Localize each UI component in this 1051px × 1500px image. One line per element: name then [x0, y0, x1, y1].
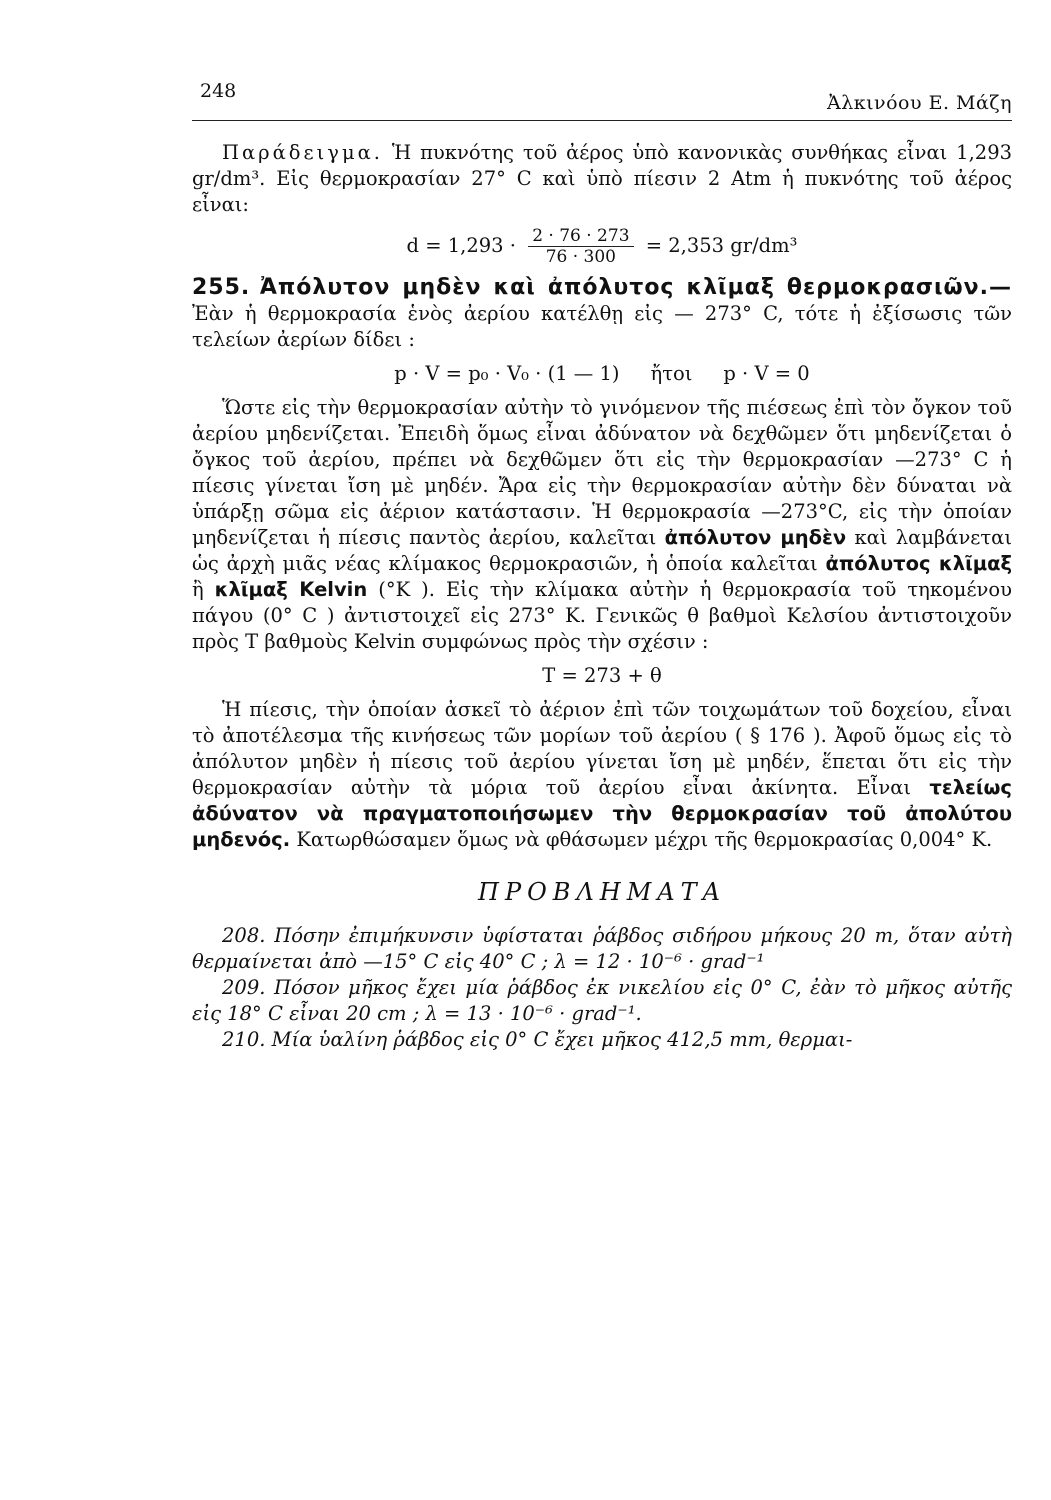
absolute-zero-paragraph [192, 395, 1012, 655]
emphasis-impossible: τελείως ἀδύνατον νὰ πραγματοποιήσωμεν τὴν θερμοκρασίαν τοῦ ἀπολύτου μηδενός. [192, 776, 1012, 851]
text-run: Ἡ πίεσις, τὴν ὁποίαν ἀσκεῖ τὸ ἀέριον ἐπὶ τῶν τοιχωμάτων τοῦ δοχείου, εἶναι τὸ ἀποτέλεσμα τῆς κινήσεως τῶν μορίων τοῦ ἀερίου ( § 176 ). Ἀφοῦ ὅμως εἰς τὸ ἀπόλυτον μηδὲν ἡ πίεσις τοῦ ἀερίου γίνεται ἴση μὲ μηδέν, ἕπεται ὅτι εἰς τὴν θερμοκρασίαν αὐτὴν τὰ μόρια τοῦ ἀερίου εἶναι ἀκίνητα. Εἶναι [192, 698, 1012, 799]
fraction-denominator: 76 · 300 [545, 247, 616, 267]
section-intro: Ἐὰν ἡ θερμοκρασία ἑνὸς ἀερίου κατέλθῃ εἰς — 273° C, τότε ἡ ἐξίσωσις τῶν τελείων ἀερίων δίδει : [192, 302, 1012, 351]
formula-lhs: d = 1,293 · [406, 234, 516, 257]
term-absolute-zero: ἀπόλυτον μηδὲν [664, 526, 847, 549]
formula-fraction [528, 226, 633, 267]
problem-text: Μία ὑαλίνη ῥάβδος εἰς 0° C ἔχει μῆκος 412,5 mm, θερμαι- [271, 1028, 853, 1051]
text-run: ἢ [192, 578, 204, 601]
example-paragraph [192, 140, 1012, 218]
problem-209 [192, 975, 1012, 1027]
formula-rhs: = 2,353 gr/dm³ [645, 234, 798, 257]
problem-number: 209. [222, 976, 266, 999]
problem-210 [192, 1027, 1012, 1053]
equation-separator: ἤτοι [650, 362, 693, 385]
problem-number: 208. [222, 924, 266, 947]
term-absolute-scale: ἀπόλυτος κλῖμαξ [825, 552, 1012, 575]
problem-text: Πόσην ἐπιμήκυνσιν ὑφίσταται ῥάβδος σιδήρου μήκους 20 m, ὅταν αὐτὴ θερμαίνεται ἀπὸ —15° C εἰς 40° C ; λ = 12 · 10⁻⁶ · grad⁻¹ [192, 924, 1012, 973]
page-number: 248 [200, 80, 237, 102]
problem-208 [192, 923, 1012, 975]
running-head: Ἀλκινόου Ε. Μάζη [826, 92, 1012, 114]
section-title: Ἀπόλυτον μηδὲν καὶ ἀπόλυτος κλῖμαξ θερμοκρασιῶν.— [259, 275, 1012, 300]
problems-heading: ΠΡΟΒΛΗΜΑΤΑ [478, 878, 726, 906]
problem-number: 210. [222, 1028, 266, 1051]
problem-text: Πόσον μῆκος ἔχει μία ῥάβδος ἐκ νικελίου εἰς 0° C, ἐὰν τὸ μῆκος αὐτῆς εἰς 18° C εἶναι 20 cm ; λ = 13 · 10⁻⁶ · grad⁻¹. [192, 976, 1013, 1025]
page-body [192, 140, 1012, 1053]
pressure-paragraph [192, 697, 1012, 853]
example-text: Ἡ πυκνότης τοῦ ἀέρος ὑπὸ κανονικὰς συνθήκας εἶναι 1,293 gr/dm³. Εἰς θερμοκρασίαν 27° C καὶ ὑπὸ πίεσιν 2 Atm ἡ πυκνότης τοῦ ἀέρος εἶναι: [192, 141, 1013, 216]
text-run: καὶ λαμβάνεται ὡς ἀρχὴ μιᾶς νέας κλίμακος θερμοκρασιῶν, ἡ ὁποία καλεῖται [192, 526, 1012, 575]
text-run: Ὥστε εἰς τὴν θερμοκρασίαν αὐτὴν τὸ γινόμενον τῆς πιέσεως ἐπὶ τὸν ὄγκον τοῦ ἀερίου μηδενίζεται. Ἐπειδὴ ὅμως εἶναι ἀδύνατον νὰ δεχθῶμεν ὅτι μηδενίζεται ὁ ὄγκος τοῦ ἀερίου, πρέπει νὰ δεχθῶμεν ὅτι εἰς τὴν θερμοκρασίαν —273° C ἡ πίεσις γίνεται ἴση μὲ μηδέν. Ἄρα εἰς τὴν θερμοκρασίαν αὐτὴν δὲν δύναται νὰ ὑπάρξῃ σῶμα εἰς ἀέριον κατάστασιν. Ἡ θερμοκρασία —273°C, εἰς τὴν ὁποίαν μηδενίζεται ἡ πίεσις παντὸς ἀερίου, καλεῖται [192, 396, 1012, 549]
equation-left: p · V = p₀ · V₀ · (1 — 1) [394, 362, 620, 385]
gas-equation [192, 361, 1012, 387]
section-number: 255. [192, 275, 251, 300]
kelvin-equation [192, 663, 1012, 689]
section-paragraph [192, 275, 1012, 353]
density-formula [192, 226, 1012, 267]
example-label: Παράδειγμα. [222, 141, 383, 164]
term-kelvin-scale: κλῖμαξ Kelvin [214, 578, 368, 601]
text-run: Κατωρθώσαμεν ὅμως νὰ φθάσωμεν μέχρι τῆς θερμοκρασίας 0,004° K. [296, 828, 993, 851]
fraction-numerator: 2 · 76 · 273 [528, 226, 633, 247]
text-run: (°K ). Εἰς τὴν κλίμακα αὐτὴν ἡ θερμοκρασία τοῦ τηκομένου πάγου (0° C ) ἀντιστοιχεῖ εἰς 273° K. Γενικῶς θ βαθμοὶ Κελσίου ἀντιστοιχοῦν πρὸς T βαθμοὺς Kelvin συμφώνως πρὸς τὴν σχέσιν : [192, 578, 1013, 653]
page-header [192, 80, 1012, 121]
kelvin-formula: T = 273 + θ [542, 664, 662, 687]
equation-right: p · V = 0 [723, 362, 810, 385]
